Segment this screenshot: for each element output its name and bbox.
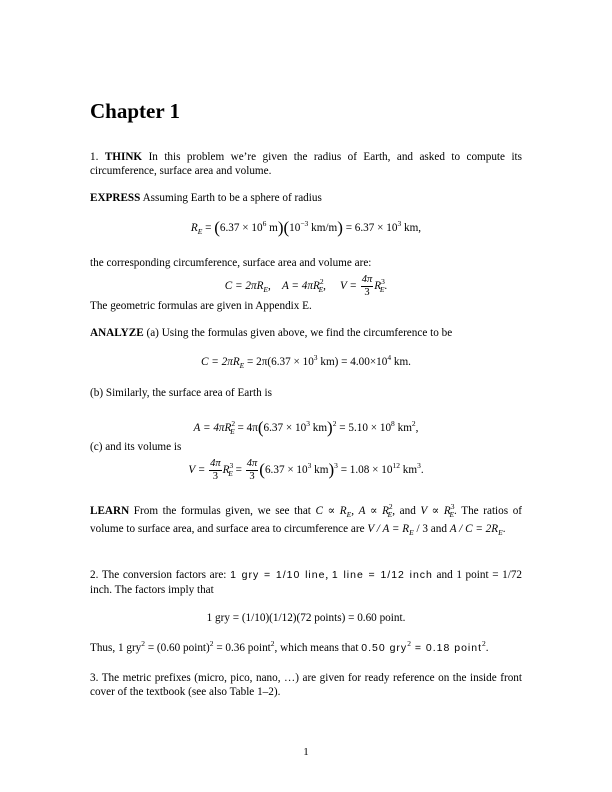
think-paragraph: [90, 151, 522, 178]
eq-radius-exp2: −3: [300, 219, 309, 228]
analyze-label: ANALYZE: [90, 327, 144, 339]
problem-2-paragraph: 2. The conversion factors are: 1 gry = 1/10 line, 1 line = 1/12 inch and 1 point = 1/72 inch. The factors imply that: [90, 569, 523, 596]
eq-v-end: .: [420, 464, 424, 476]
eq-c-end: km.: [391, 356, 411, 368]
eq-a-unit: km: [394, 422, 412, 434]
eq-v-unit: km: [399, 464, 418, 476]
problem-2-result: Thus, 1 gry$^2$ = (0.60 point)$^2$ = 0.36 point$^2$, which means that 0.50 gry$^2$ = 0.18 point$^2$.: [90, 639, 489, 654]
equation-gry: 1 gry = (1/10)(1/12)(72 points) = 0.60 point.: [206, 612, 406, 624]
eq-v-exp1: 3: [307, 461, 312, 470]
eq-a-end: ,: [415, 422, 419, 434]
eq-a-unit-exp: 2: [411, 419, 416, 428]
problem-number: 1.: [90, 151, 99, 163]
learn-paragraph: LEARN From the formulas given, we see that $C \propto R_E$, $A \propto R^2_E$, and $V \propto R^3_E$. The ratios of volume to surface area, and surface area to circumference are $V / A = R_E / 3$ and $A / C = 2R_E$.: [90, 502, 523, 537]
think-label: THINK: [104, 151, 143, 163]
express-paragraph: [90, 192, 522, 206]
eq-c-lhs: C = 2πR: [201, 356, 240, 368]
eq-radius-unit: km,: [401, 222, 422, 234]
eq-a-exp2: 8: [391, 419, 395, 428]
equation-volume: V = $\frac{4\pi}{3}$ $R^3_E$ = $\frac{4\pi}{3}$ ($6.37 \times 10^3$ $km)^3 = 1.08 \times 10^{12}$ $km^3$.: [188, 457, 424, 482]
problem-3-paragraph: 3. The metric prefixes (micro, pico, nano, …) are given for ready reference on the inside front cover of the textbook (see also Table 1–2).: [90, 672, 522, 698]
eq-a-lhs: A = 4πR: [193, 422, 232, 434]
eq-c-exp1: 3: [313, 353, 318, 362]
equation-radius: $R_E = (6.37 \times 10^6$ $m)(10^{-3}$ $km/m) = 6.37 \times 10^3$ km,: [190, 218, 422, 237]
learn-ratio-1-end: / 3: [413, 523, 428, 535]
p2-answer-2: = 0.18 point: [410, 642, 483, 654]
eq-a-exp1: 3: [306, 419, 310, 428]
learn-label: LEARN: [90, 505, 130, 517]
eq-radius-rhs: = 6.37 × 10: [345, 222, 398, 234]
learn-end: .: [502, 523, 506, 535]
eq-v-unit-exp: 3: [417, 461, 421, 470]
p2-text-1: 2. The conversion factors are:: [90, 569, 227, 581]
p2-text-2: and 1 point = 1/72 inch. The factors imply that: [90, 569, 523, 596]
corresponding-text: the corresponding circumference, surface area and volume are:: [90, 257, 372, 269]
appendix-text: The geometric formulas are given in Appendix E.: [90, 300, 312, 312]
surface-area-text: (b) Similarly, the surface area of Earth is: [90, 387, 272, 399]
p2-result-3: = 0.36 point: [213, 642, 271, 654]
eq-radius-lhs-sub: E: [197, 227, 203, 236]
formula-volume-den: 3: [364, 286, 370, 298]
eq-c-exp2: 4: [387, 353, 392, 362]
eq-radius-exp1: 6: [262, 219, 267, 228]
eq-a-rhs: = 5.10 × 10: [336, 422, 392, 434]
eq-v-exp2: 12: [392, 461, 400, 470]
chapter-title: Chapter 1: [90, 99, 181, 123]
formula-circumference: C = 2πR: [224, 280, 264, 292]
analyze-text: (a) Using the formulas given above, we find the circumference to be: [146, 327, 453, 339]
eq-c-mid2: km) = 4.00×10: [317, 356, 388, 368]
eq-radius-part1: 6.37 × 10: [219, 222, 263, 234]
formula-volume-end: .: [384, 280, 388, 292]
learn-ratio-1: V / A = R: [367, 523, 410, 535]
analyze-paragraph: [90, 327, 522, 341]
learn-text-2: The ratios of volume to surface area, and surface area to circumference are: [90, 505, 523, 535]
express-text: Assuming Earth to be a sphere of radius: [142, 192, 322, 204]
formula-volume-num: 4π: [361, 273, 373, 285]
volume-text: (c) and its volume is: [90, 441, 182, 453]
equation-circumference: $C = 2\pi R_E = 2\pi(6.37 \times 10^3$ $km) = 4.00\times 10^4$ km.: [201, 353, 411, 370]
eq-radius-unit1: m: [266, 222, 278, 234]
think-text: In this problem we’re given the radius of Earth, and asked to compute its circumference, surface area and volume.: [90, 151, 523, 177]
eq-v-lhs: V =: [188, 464, 206, 476]
p2-result-4: , which means that: [274, 642, 359, 654]
eq-a-mid: = 4π: [234, 422, 258, 434]
learn-ratio-2: A / C = 2R: [449, 523, 499, 535]
p2-answer-end: .: [485, 642, 489, 654]
p2-factor-2: 1 line = 1/12 inch: [331, 569, 433, 581]
express-label: EXPRESS: [90, 192, 141, 204]
eq-a-sq: 2: [332, 419, 337, 428]
eq-v-mid-eq: =: [232, 464, 242, 476]
learn-text-1: From the formulas given, we see that: [133, 505, 311, 517]
p2-answer-1: 0.50 gry: [361, 642, 408, 654]
learn-and: and: [430, 523, 447, 535]
p2-result-1: Thus, 1 gry: [90, 642, 142, 654]
eq-radius-part2: 10: [289, 222, 301, 234]
learn-a-relation: A ∝ R: [358, 505, 389, 517]
eq-a-inner: 6.37 × 10: [263, 422, 307, 434]
eq-radius-unit2: km/m: [308, 222, 338, 234]
page-number: 1: [303, 746, 309, 758]
eq-v-rhs: = 1.08 × 10: [337, 464, 393, 476]
eq-radius-exp3: 3: [397, 219, 402, 228]
eq-c-mid: = 2π(6.37 × 10: [244, 356, 314, 368]
p2-result-2: = (0.60 point): [145, 642, 210, 654]
equation-area: $A = 4\pi R^2_E = 4\pi(6.37 \times 10^3$ $km)^2 = 5.10 \times 10^8$ $km^2$,: [193, 418, 419, 437]
eq-v-inner: 6.37 × 10: [264, 464, 308, 476]
eq-v-num: 4π: [210, 457, 221, 469]
learn-v-relation: V ∝ R: [420, 505, 451, 517]
learn-c-relation: C ∝ R: [315, 505, 347, 517]
formula-volume: V =: [339, 280, 357, 292]
eq-v-inner-unit: km: [311, 464, 329, 476]
formula-area: A = 4πR: [282, 280, 320, 292]
eq-radius-lhs: R: [190, 222, 198, 234]
equation-formulas: $C = 2\pi R_E$, $A = 4\pi R^2_E$, V = $\frac{4\pi}{3}$ $R^3_E$.: [224, 273, 388, 298]
p2-factor-1: 1 gry = 1/10 line: [230, 569, 326, 581]
eq-v-cube: 3: [334, 461, 338, 470]
eq-a-inner-unit: km: [309, 422, 328, 434]
eq-v-den: 3: [212, 470, 219, 482]
